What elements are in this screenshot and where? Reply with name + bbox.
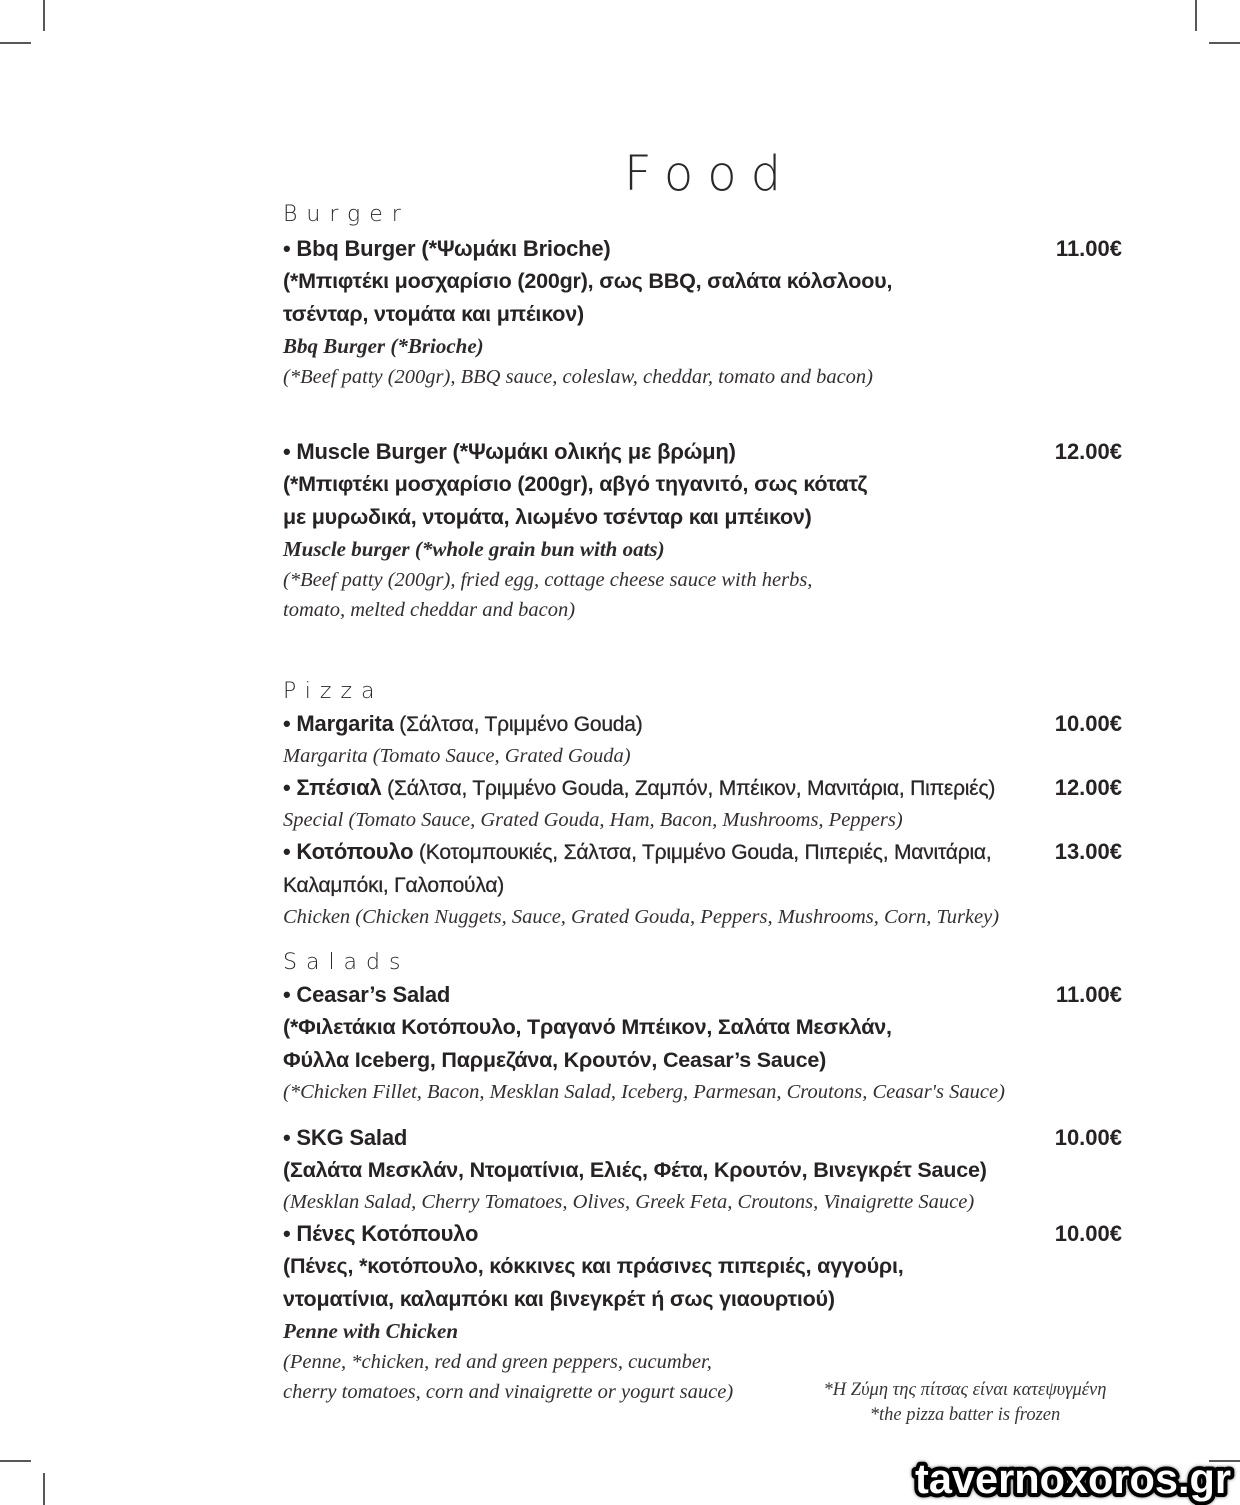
section-pizza [283,677,1122,932]
english-description-line: (*Chicken Fillet, Bacon, Mesklan Salad, Iceberg, Parmesan, Croutons, Ceasar's Sauce) [283,1081,1005,1103]
greek-description-line: τσένταρ, ντομάτα και μπέικον) [283,302,584,326]
item-name-line [283,232,1122,265]
item-name: • Ceasar’s Salad [283,982,451,1007]
greek-description-line: (*Μπιφτέκι μοσχαρίσιο (200gr), σως BBQ, σαλάτα κόλσλοου, [283,269,893,293]
greek-description-line: ντοματίνια, καλαμπόκι και βινεγκρέτ ή σως γιαουρτιού) [283,1287,835,1311]
item-price: 11.00€ [1055,236,1122,261]
english-description-line: (Penne, *chicken, red and green peppers, cucumber, [283,1351,712,1373]
english-description-line: Special (Tomato Sauce, Grated Gouda, Ham, Bacon, Mushrooms, Peppers) [283,809,903,831]
crop-mark-bottom-left-vertical [43,1473,45,1505]
greek-description-line: Φύλλα Iceberg, Παρμεζάνα, Κρουτόν, Ceasar’s Sauce) [283,1048,827,1072]
menu-item-muscle-burger [283,435,1122,625]
item-price: 10.00€ [1054,1221,1122,1246]
item-name-line [283,978,1122,1011]
english-description-line: (*Beef patty (200gr), BBQ sauce, coleslaw, cheddar, tomato and bacon) [283,366,874,388]
english-description-line: (Mesklan Salad, Cherry Tomatoes, Olives, Greek Feta, Croutons, Vinaigrette Sauce) [283,1191,975,1213]
item-price: 10.00€ [1054,711,1122,736]
section-heading-burger: Burger [283,202,410,227]
greek-description-line: (*Φιλετάκια Κοτόπουλο, Τραγανό Μπέικον, Σαλάτα Μεσκλάν, [283,1015,892,1039]
menu-item-special [283,771,1122,835]
item-name: • Muscle Burger (*Ψωμάκι ολικής με βρώμη) [283,439,736,464]
english-item-title: Bbq Burger (*Brioche) [283,334,484,358]
item-name-detail: (Σάλτσα, Τριμμένο Gouda) [393,713,643,736]
item-price: 10.00€ [1054,1125,1122,1150]
item-name: • Πένες Κοτόπουλο [283,1221,479,1246]
item-price: 12.00€ [1054,775,1122,800]
item-name: • Bbq Burger (*Ψωμάκι Brioche) [283,236,611,261]
english-item-title: Muscle burger (*whole grain bun with oats) [283,537,665,561]
item-name: • SKG Salad [283,1125,408,1150]
item-name-detail: (Κοτομπουκιές, Σάλτσα, Τριμμένο Gouda, Πιπεριές, Μανιτάρια, [413,841,992,864]
menu-item-margarita [283,707,1122,771]
item-name: • Κοτόπουλο [283,839,414,864]
crop-mark-bottom-left-horizontal [0,1460,31,1462]
item-name-line [283,1217,1122,1250]
section-heading-salads: Salads [283,950,410,975]
section-salads [283,948,1122,1407]
english-description-line: tomato, melted cheddar and bacon) [283,599,576,621]
item-name: • Σπέσιαλ [283,775,382,800]
greek-description-line: με μυρωδικά, ντομάτα, λιωμένο τσένταρ και μπέικον) [283,505,812,529]
greek-description-line: (Πένες, *κοτόπουλο, κόκκινες και πράσινες πιπεριές, αγγούρι, [283,1254,904,1278]
item-name-line [283,707,1122,741]
menu-item-skg-salad [283,1121,1122,1217]
crop-mark-top-right-horizontal [1209,42,1240,44]
menu-item-bbq-burger [283,232,1122,392]
english-description-line: (*Beef patty (200gr), fried egg, cottage cheese sauce with herbs, [283,569,813,591]
crop-mark-top-left-vertical [43,0,45,31]
item-name-line [283,1121,1122,1154]
item-name: • Margarita [283,711,394,736]
page-title: Food [623,146,796,202]
greek-description-line: (*Μπιφτέκι μοσχαρίσιο (200gr), αβγό τηγανιτό, σως κότατζ [283,472,868,496]
footnote-greek-line: *Η Ζύμη της πίτσας είναι κατεψυγμένη [823,1380,1107,1400]
item-name-line [283,771,1122,805]
footnote [700,1378,1230,1428]
item-price: 11.00€ [1055,982,1122,1007]
watermark-text: tavernoxoros.gr [915,1455,1231,1502]
item-name-line [283,835,1122,869]
section-heading-pizza: Pizza [283,679,384,704]
item-price: 12.00€ [1054,439,1122,464]
english-description-line: Chicken (Chicken Nuggets, Sauce, Grated Gouda, Peppers, Mushrooms, Corn, Turkey) [283,906,1000,928]
menu-item-chicken-pizza [283,835,1122,932]
menu-content [283,0,1122,1407]
item-name-detail: (Σάλτσα, Τριμμένο Gouda, Ζαμπόν, Μπέικον, Μανιτάρια, Πιπεριές) [381,777,996,800]
item-price: 13.00€ [1054,839,1122,864]
greek-description-line: Καλαμπόκι, Γαλοπούλα) [283,874,505,897]
english-description-line: cherry tomatoes, corn and vinaigrette or yogurt sauce) [283,1381,734,1403]
crop-mark-top-right-vertical [1195,0,1197,31]
watermark [908,1449,1238,1505]
english-item-title: Penne with Chicken [283,1319,459,1343]
greek-description-line: (Σαλάτα Μεσκλάν, Ντοματίνια, Ελιές, Φέτα, Κρουτόν, Βινεγκρέτ Sauce) [283,1158,987,1182]
section-burger [283,200,1122,625]
english-description-line: Margarita (Tomato Sauce, Grated Gouda) [283,745,631,767]
footnote-english-line: *the pizza batter is frozen [869,1405,1061,1425]
crop-mark-top-left-horizontal [0,42,31,44]
item-name-line [283,435,1122,468]
menu-item-ceasars-salad [283,978,1122,1107]
